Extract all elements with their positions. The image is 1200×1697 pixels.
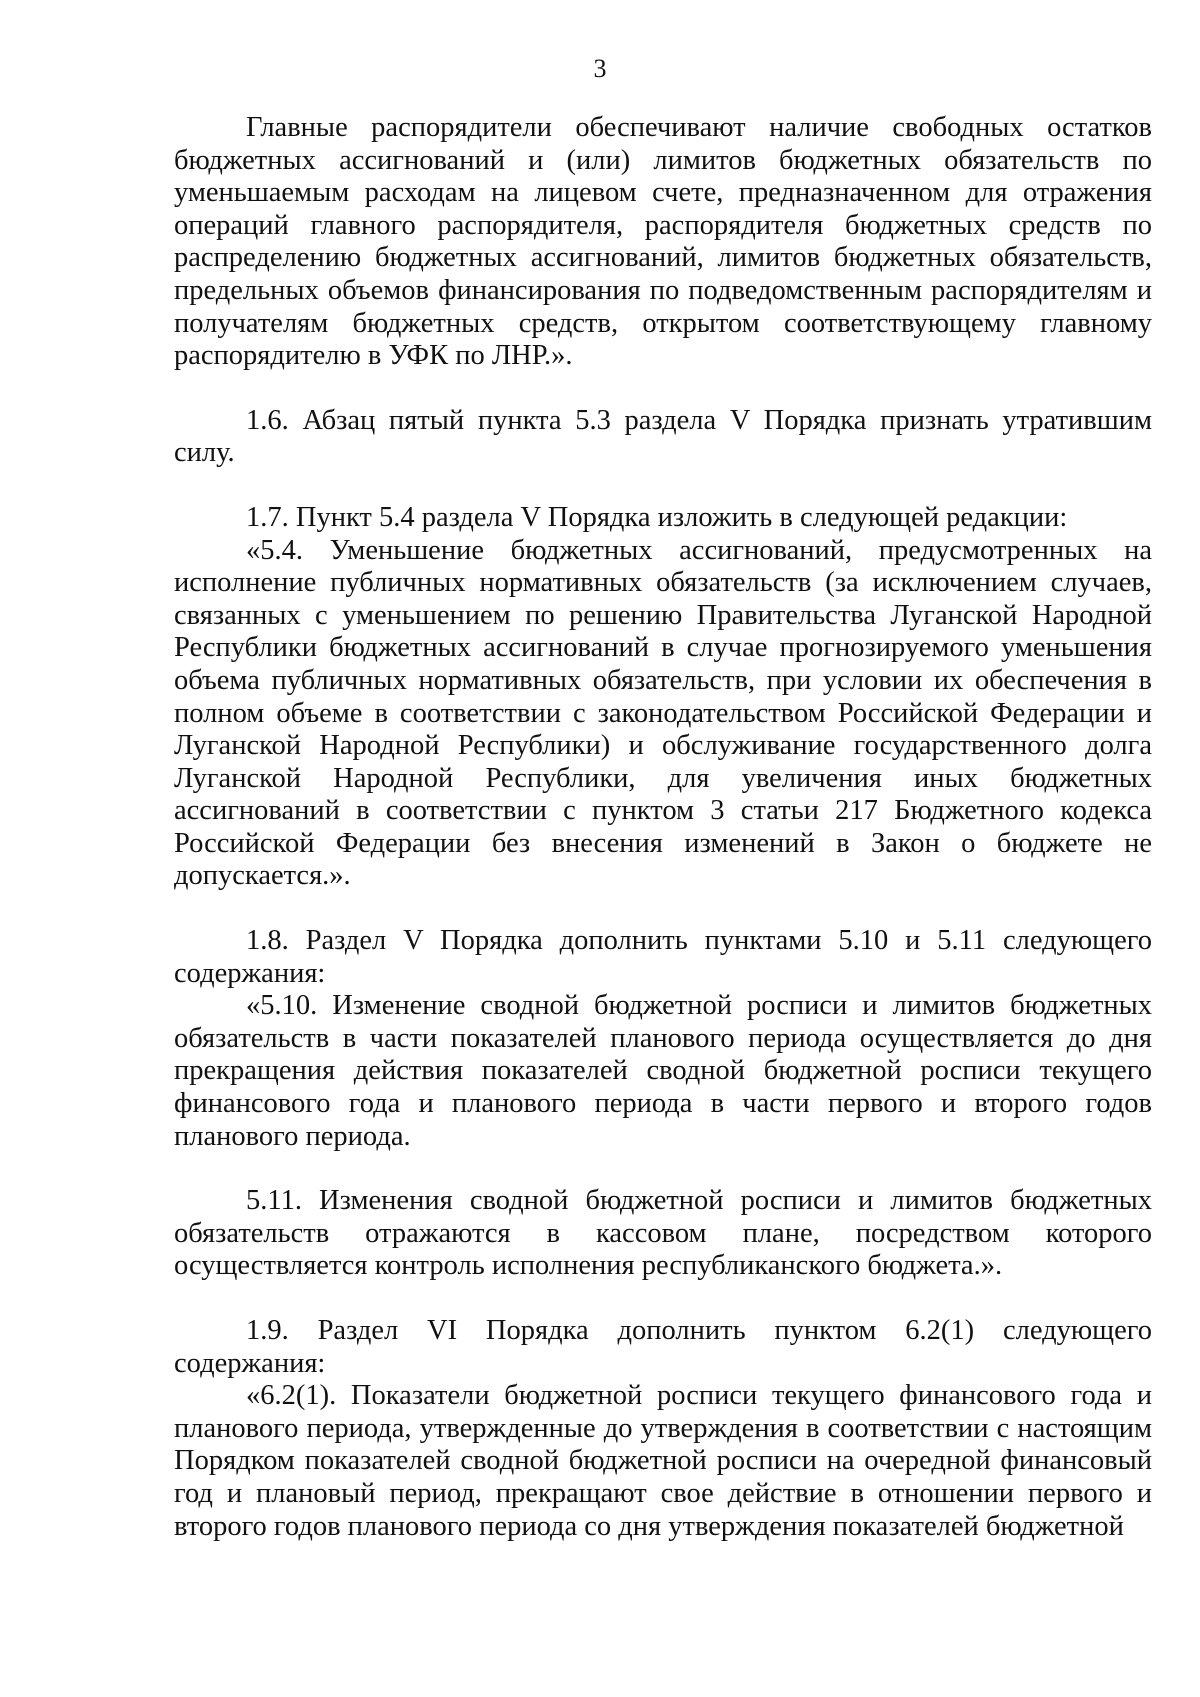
paragraph-item-1-9: 1.9. Раздел VI Порядка дополнить пунктом 6.2(1) следующего содержания: [174,1315,1152,1379]
paragraph-item-1-7: 1.7. Пункт 5.4 раздела V Порядка изложить в следующей редакции: [246,501,1068,533]
paragraph-quote-5-10: «5.10. Изменение сводной бюджетной росписи и лимитов бюджетных обязательств в части показателей планового периода осуществляется до дня прекращения действия показателей сводной бюджетной росписи текущего финансового года и планового периода в части первого и второго годов планового периода. [174,990,1152,1152]
paragraph-quote-6-2-1: «6.2(1). Показатели бюджетной росписи текущего финансового года и планового периода, утвержденные до утверждения в соответствии с настоящим Порядком показателей сводной бюджетной росписи на очередной финансовый год и плановый период, прекращают свое действие в отношении первого и второго годов планового периода со дня утверждения показателей бюджетной [174,1380,1152,1542]
document-body [174,112,1152,1543]
paragraph-quote-5-11: 5.11. Изменения сводной бюджетной росписи и лимитов бюджетных обязательств отражаются в кассовом плане, посредством которого осуществляется контроль исполнения республиканского бюджета.». [174,1185,1152,1282]
page-number: 3 [593,54,607,83]
paragraph-item-1-8: 1.8. Раздел V Порядка дополнить пунктами 5.10 и 5.11 следующего содержания: [174,925,1152,989]
paragraph-quote-5-4: «5.4. Уменьшение бюджетных ассигнований, предусмотренных на исполнение публичных нормативных обязательств (за исключением случаев, связанных с уменьшением по решению Правительства Луганской Народной Республики бюджетных ассигнований в случае прогнозируемого уменьшения объема публичных нормативных обязательств, при условии их обеспечения в полном объеме в соответствии с законодательством Российской Федерации и Луганской Народной Республики) и обслуживание государственного долга Луганской Народной Республики, для увеличения иных бюджетных ассигнований в соответствии с пунктом 3 статьи 217 Бюджетного кодекса Российской Федерации без внесения изменений в Закон о бюджете не допускается.». [174,534,1152,892]
paragraph-main-distributors: Главные распорядители обеспечивают наличие свободных остатков бюджетных ассигнований и (или) лимитов бюджетных обязательств по уменьшаемым расходам на лицевом счете, предназначенном для отражения операций главного распорядителя, распорядителя бюджетных средств по распределению бюджетных ассигнований, лимитов бюджетных обязательств, предельных объемов финансирования по подведомственным распорядителям и получателям бюджетных средств, открытом соответствующему главному распорядителю в УФК по ЛНР.». [174,112,1152,372]
paragraph-item-1-6: 1.6. Абзац пятый пункта 5.3 раздела V Порядка признать утратившим силу. [174,404,1152,469]
